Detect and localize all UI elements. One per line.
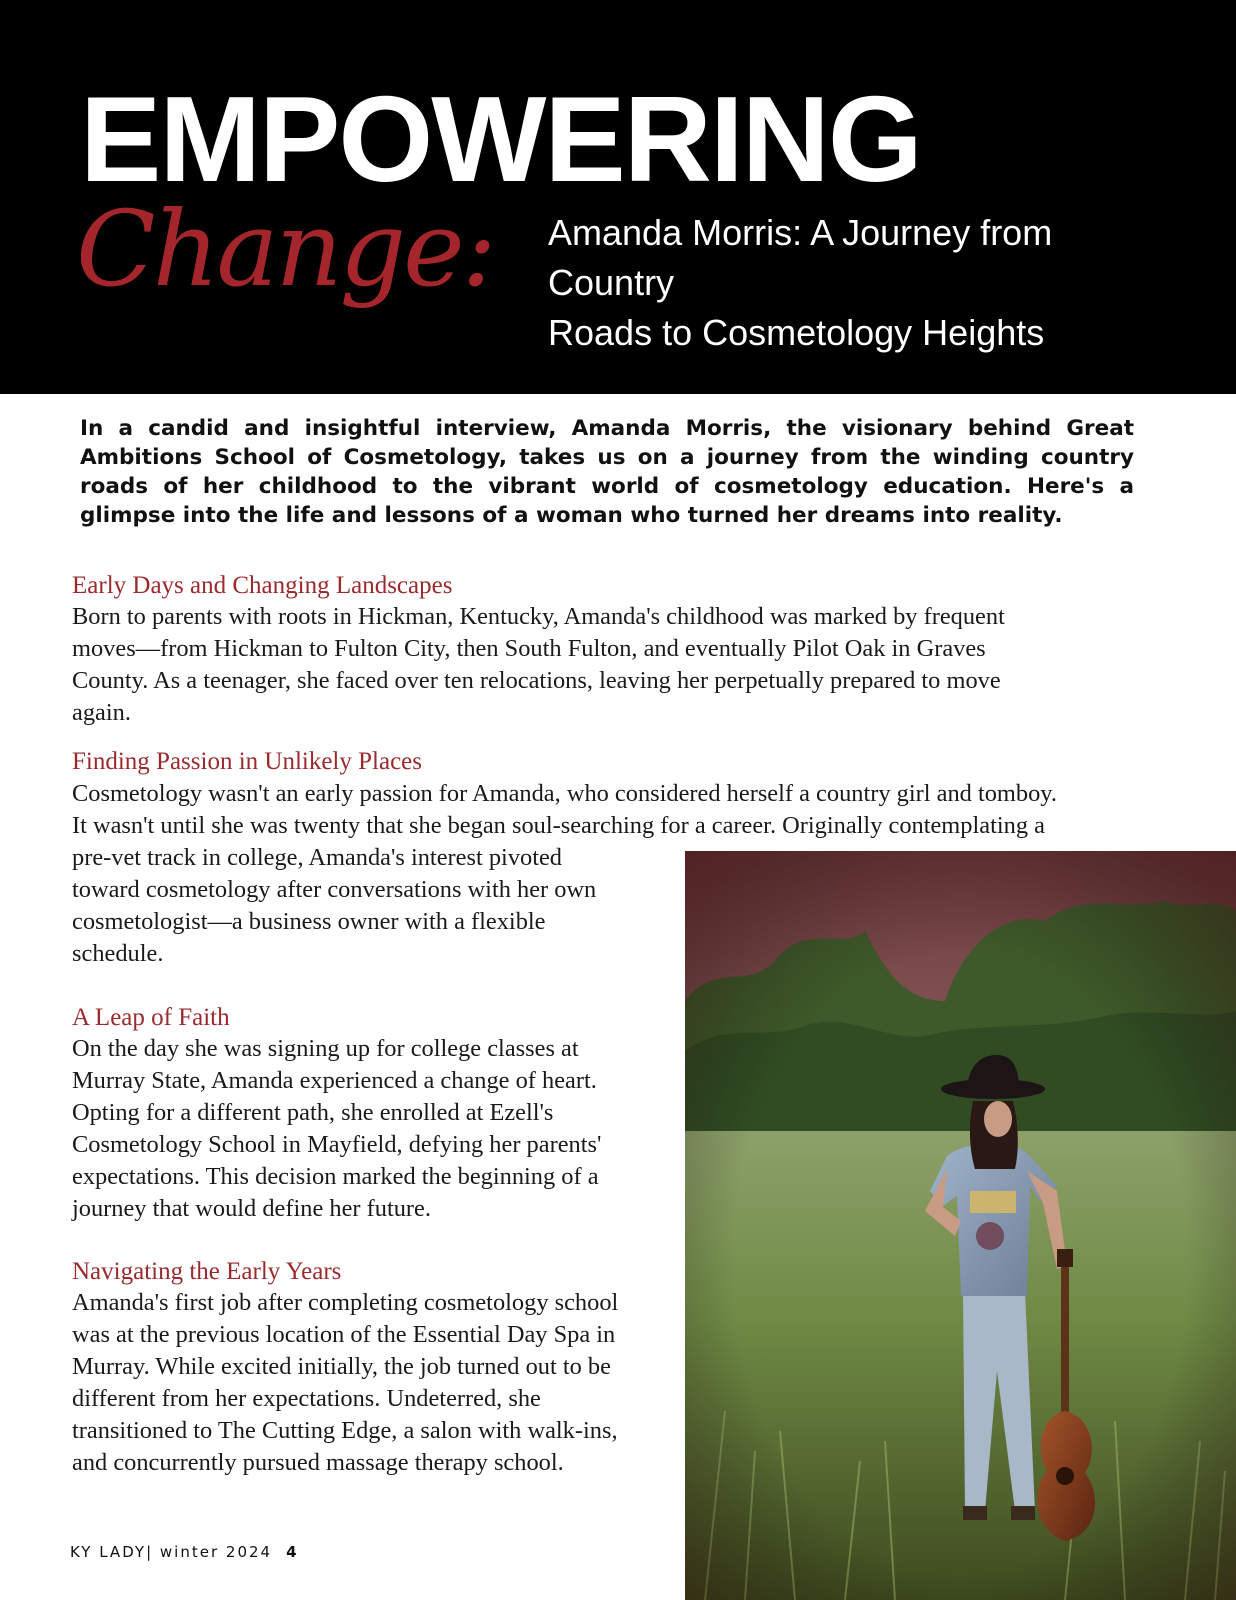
article-header	[0, 0, 1236, 394]
subtitle	[548, 208, 1188, 358]
section-body	[72, 1033, 601, 1225]
text-line: Murray. While excited initially, the job turned out to be	[72, 1353, 611, 1380]
text-line: toward cosmetology after conversations with her own	[72, 876, 597, 903]
subtitle-line: Amanda Morris: A Journey from Country	[548, 212, 1053, 303]
text-line: and concurrently pursued massage therapy school.	[72, 1449, 564, 1476]
page-footer	[70, 1543, 299, 1561]
text-line: Cosmetology School in Mayfield, defying her parents'	[72, 1131, 602, 1158]
headline: EMPOWERING	[80, 71, 921, 207]
text-line: It wasn't until she was twenty that she began soul-searching for a career. Originally contemplating a	[72, 812, 1045, 839]
text-line: pre-vet track in college, Amanda's interest pivoted	[72, 844, 563, 871]
page-number: 4	[286, 1543, 299, 1561]
text-line: transitioned to The Cutting Edge, a salon with walk-ins,	[72, 1417, 618, 1444]
headline-script: Change:	[76, 188, 494, 310]
publication-label: KY LADY| winter 2024	[70, 1543, 273, 1561]
text-line: again.	[72, 699, 131, 726]
text-line: different from her expectations. Undeterred, she	[72, 1385, 541, 1412]
text-line: Amanda's first job after completing cosmetology school	[72, 1289, 619, 1316]
text-line: moves—from Hickman to Fulton City, then South Fulton, and eventually Pilot Oak in Graves	[72, 635, 986, 662]
text-line: journey that would define her future.	[72, 1195, 431, 1222]
text-line: Murray State, Amanda experienced a change of heart.	[72, 1067, 597, 1094]
intro-paragraph: In a candid and insightful interview, Amanda Morris, the visionary behind Great Ambitions School of Cosmetology, takes us on a journey from the winding country roads of her childhood to the vibrant world of cosmetology education. Here's a glimpse into the life and lessons of a woman who turned her dreams into reality.	[80, 416, 1134, 528]
article-photo	[685, 851, 1236, 1600]
section-heading: Finding Passion in Unlikely Places	[72, 748, 422, 775]
text-line: County. As a teenager, she faced over ten relocations, leaving her perpetually prepared to move	[72, 667, 1001, 694]
text-line: cosmetologist—a business owner with a flexible	[72, 908, 546, 935]
text-line: schedule.	[72, 940, 164, 967]
subtitle-line: Roads to Cosmetology Heights	[548, 312, 1045, 353]
text-line: expectations. This decision marked the beginning of a	[72, 1163, 599, 1190]
text-line: On the day she was signing up for college classes at	[72, 1035, 579, 1062]
section-body	[72, 601, 1005, 729]
section-heading: Early Days and Changing Landscapes	[72, 572, 453, 599]
text-line: was at the previous location of the Essential Day Spa in	[72, 1321, 616, 1348]
section-body	[72, 1287, 618, 1479]
text-line: Opting for a different path, she enrolled at Ezell's	[72, 1099, 554, 1126]
section-heading: A Leap of Faith	[72, 1004, 230, 1031]
text-line: Cosmetology wasn't an early passion for Amanda, who considered herself a country girl and tomboy.	[72, 780, 1057, 807]
section-heading: Navigating the Early Years	[72, 1258, 342, 1285]
text-line: Born to parents with roots in Hickman, Kentucky, Amanda's childhood was marked by frequent	[72, 603, 1005, 630]
